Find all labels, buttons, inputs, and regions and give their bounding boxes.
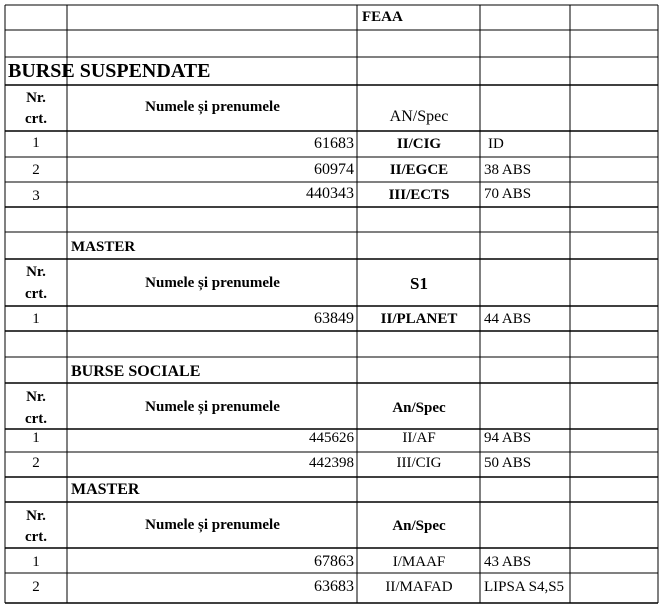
row-note: 50 ABS [484,455,532,471]
row-nr: 1 [32,135,40,151]
row-spec: III/CIG [396,455,442,471]
row-note: ID [488,136,504,152]
row-id: 67863 [314,553,354,570]
row-nr: 2 [32,455,40,471]
row-spec: II/CIG [396,136,442,152]
row-note: LIPSA S4,S5 [484,579,565,595]
row-note: 44 ABS [484,311,532,327]
row-id: 63683 [314,578,354,595]
row-spec: I/MAAF [392,554,446,570]
row-nr: 1 [32,311,40,327]
header-nr: Nr. [26,389,46,405]
section-title-master: MASTER [71,239,136,255]
row-spec: III/ECTS [388,187,450,203]
header-crt: crt. [24,529,48,545]
row-nr: 1 [32,430,40,446]
row-id: 440343 [306,185,354,202]
header-nr: Nr. [26,90,46,106]
header-crt: crt. [24,286,48,302]
row-spec: II/AF [402,430,436,446]
row-note: 38 ABS [484,162,532,178]
row-nr: 2 [32,579,40,595]
header-name: Numele și prenumele [145,99,280,115]
row-id: 442398 [309,455,354,471]
row-id: 60974 [314,161,354,178]
header-name: Numele și prenumele [145,275,280,291]
section-title-master-social: MASTER [71,481,140,498]
header-crt: crt. [24,411,48,427]
header-name: Numele și prenumele [145,399,280,415]
row-id: 63849 [314,310,354,327]
header-spec: An/Spec [392,400,446,416]
header-name: Numele și prenumele [145,517,280,533]
header-s1: S1 [410,274,428,293]
row-id: 61683 [314,135,354,152]
header-nr: Nr. [26,264,46,280]
header-spec: AN/Spec [389,108,449,125]
row-note: 70 ABS [484,186,532,202]
row-nr: 1 [32,554,40,570]
row-spec: II/EGCE [389,162,449,178]
row-spec: II/MAFAD [385,579,453,595]
row-note: 94 ABS [484,430,532,446]
row-nr: 3 [32,188,40,204]
row-spec: II/PLANET [380,311,458,327]
section-title-social: BURSE SOCIALE [71,363,201,380]
row-id: 445626 [309,430,354,446]
faculty-label: FEAA [362,9,403,25]
row-note: 43 ABS [484,554,532,570]
header-nr: Nr. [26,508,46,524]
row-nr: 2 [32,162,40,178]
section-title-suspended: BURSE SUSPENDATE [8,60,211,82]
header-spec: An/Spec [392,518,446,534]
header-crt: crt. [24,111,48,127]
